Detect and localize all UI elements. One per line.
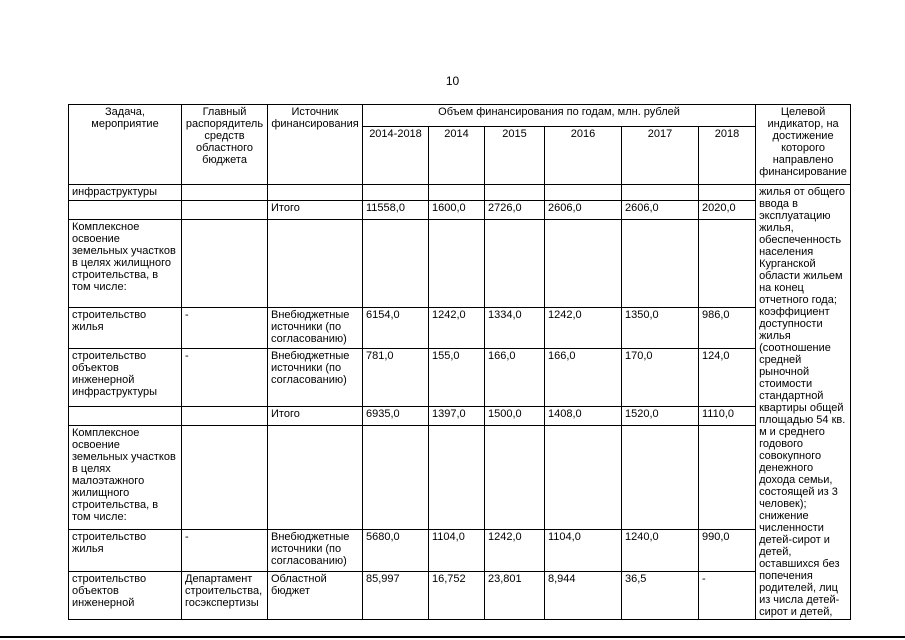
- source-cell: Областной бюджет: [268, 571, 363, 619]
- value-cell: [545, 426, 622, 530]
- value-cell: [485, 185, 545, 201]
- value-cell: [363, 219, 429, 307]
- value-cell: [699, 219, 756, 307]
- value-cell: [622, 426, 699, 530]
- value-cell: 1408,0: [545, 407, 622, 426]
- task-cell: инфраструктуры: [69, 185, 182, 201]
- source-cell: Внебюджетные источники (по согласованию): [268, 307, 363, 348]
- value-cell: 986,0: [699, 307, 756, 348]
- value-cell: [429, 426, 485, 530]
- value-cell: 166,0: [545, 348, 622, 407]
- distributor-cell: -: [182, 307, 268, 348]
- table-row: [69, 348, 851, 407]
- distributor-cell: [182, 426, 268, 530]
- distributor-cell: -: [182, 348, 268, 407]
- table-row: [69, 529, 851, 571]
- distributor-cell: [182, 185, 268, 201]
- value-cell: [545, 185, 622, 201]
- table-row: [69, 219, 851, 307]
- task-cell: [69, 200, 182, 219]
- value-cell: 1500,0: [485, 407, 545, 426]
- year-header: 2014: [429, 127, 485, 185]
- indicator-cell: жилья от общего ввода в эксплуатацию жилья, обеспеченность населения Курганской области жильем на конец отчетного года; коэффициент доступности жилья (соотношение средней рыночной стоимости стандартной квартиры общей площадью 54 кв. м и среднего годового совокупного денежного дохода семьи, состоящей из 3 человек); снижение численности детей-сирот и детей, оставшихся без попечения родителей, лиц из числа детей-сирот и детей,: [756, 185, 851, 620]
- header-volume: Объем финансирования по годам, млн. рублей: [363, 105, 756, 127]
- table-row: [69, 426, 851, 530]
- value-cell: 1104,0: [545, 529, 622, 571]
- header-distributor: Главный распорядитель средств областного бюджета: [182, 105, 268, 185]
- table-row: [69, 571, 851, 619]
- value-cell: 6935,0: [363, 407, 429, 426]
- task-cell: Комплексное освоение земельных участков в целях жилищного строительства, в том числе:: [69, 219, 182, 307]
- value-cell: 2606,0: [545, 200, 622, 219]
- value-cell: 5680,0: [363, 529, 429, 571]
- value-cell: 1242,0: [485, 529, 545, 571]
- value-cell: [545, 219, 622, 307]
- value-cell: 85,997: [363, 571, 429, 619]
- year-header: 2014-2018: [363, 127, 429, 185]
- source-cell: [268, 426, 363, 530]
- task-cell: строительство жилья: [69, 529, 182, 571]
- value-cell: [485, 426, 545, 530]
- value-cell: 16,752: [429, 571, 485, 619]
- value-cell: [699, 426, 756, 530]
- task-cell: Комплексное освоение земельных участков в целях малоэтажного жилищного строительства, в том числе:: [69, 426, 182, 530]
- value-cell: 2726,0: [485, 200, 545, 219]
- value-cell: 1520,0: [622, 407, 699, 426]
- header-source: Источник финансирования: [268, 105, 363, 185]
- value-cell: 8,944: [545, 571, 622, 619]
- page-number: 10: [445, 74, 460, 88]
- source-cell: [268, 185, 363, 201]
- value-cell: [699, 185, 756, 201]
- source-cell: Итого: [268, 200, 363, 219]
- value-cell: [485, 219, 545, 307]
- value-cell: [363, 185, 429, 201]
- value-cell: 1397,0: [429, 407, 485, 426]
- source-cell: Итого: [268, 407, 363, 426]
- source-cell: Внебюджетные источники (по согласованию): [268, 348, 363, 407]
- table-row: [69, 185, 851, 201]
- value-cell: 1600,0: [429, 200, 485, 219]
- value-cell: 2020,0: [699, 200, 756, 219]
- bottom-rule: [0, 636, 905, 638]
- year-header: 2017: [622, 127, 699, 185]
- value-cell: -: [699, 571, 756, 619]
- task-cell: [69, 407, 182, 426]
- header-indicator: Целевой индикатор, на достижение которого направлено финансирование: [756, 105, 851, 185]
- distributor-cell: Департамент строительства, госэкспертизы: [182, 571, 268, 619]
- value-cell: 6154,0: [363, 307, 429, 348]
- value-cell: 1242,0: [545, 307, 622, 348]
- source-cell: Внебюджетные источники (по согласованию): [268, 529, 363, 571]
- distributor-cell: [182, 200, 268, 219]
- financing-table: [68, 104, 851, 620]
- year-header: 2016: [545, 127, 622, 185]
- value-cell: 1334,0: [485, 307, 545, 348]
- distributor-cell: -: [182, 529, 268, 571]
- table-row: [69, 407, 851, 426]
- value-cell: [429, 185, 485, 201]
- value-cell: 1110,0: [699, 407, 756, 426]
- value-cell: 11558,0: [363, 200, 429, 219]
- value-cell: [363, 426, 429, 530]
- year-header: 2015: [485, 127, 545, 185]
- value-cell: 1240,0: [622, 529, 699, 571]
- value-cell: 36,5: [622, 571, 699, 619]
- value-cell: 1242,0: [429, 307, 485, 348]
- value-cell: 155,0: [429, 348, 485, 407]
- distributor-cell: [182, 219, 268, 307]
- header-task: Задача, мероприятие: [69, 105, 182, 185]
- value-cell: 23,801: [485, 571, 545, 619]
- value-cell: [429, 219, 485, 307]
- value-cell: 1104,0: [429, 529, 485, 571]
- table-row: [69, 200, 851, 219]
- task-cell: строительство объектов инженерной: [69, 571, 182, 619]
- value-cell: 166,0: [485, 348, 545, 407]
- value-cell: 170,0: [622, 348, 699, 407]
- task-cell: строительство жилья: [69, 307, 182, 348]
- header-row: [69, 105, 851, 127]
- table-row: [69, 307, 851, 348]
- value-cell: [622, 185, 699, 201]
- task-cell: строительство объектов инженерной инфраструктуры: [69, 348, 182, 407]
- value-cell: 990,0: [699, 529, 756, 571]
- value-cell: 1350,0: [622, 307, 699, 348]
- value-cell: 124,0: [699, 348, 756, 407]
- value-cell: 2606,0: [622, 200, 699, 219]
- distributor-cell: [182, 407, 268, 426]
- value-cell: 781,0: [363, 348, 429, 407]
- source-cell: [268, 219, 363, 307]
- year-header: 2018: [699, 127, 756, 185]
- value-cell: [622, 219, 699, 307]
